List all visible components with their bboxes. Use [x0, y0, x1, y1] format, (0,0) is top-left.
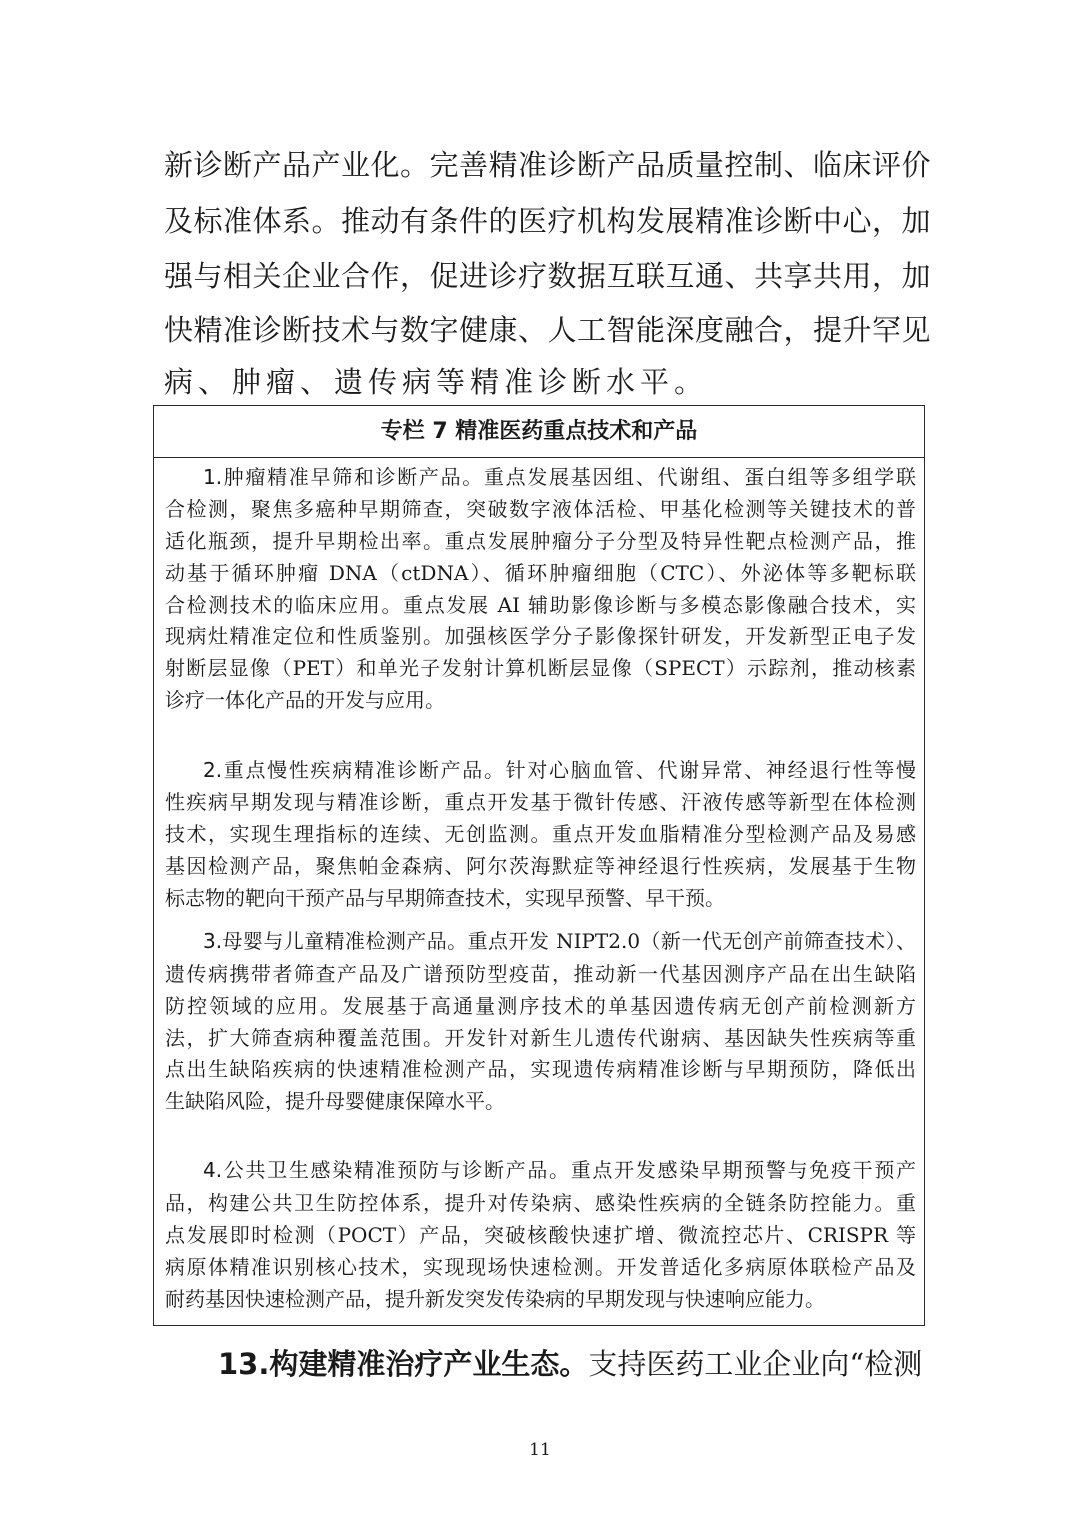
item-2-lead: 2.重点慢性疾病精准诊断产品。: [203, 758, 506, 782]
item-4-lead: 4.公共卫生感染精准预防与诊断产品。: [203, 1158, 571, 1182]
item-1-line: 射断层显像（PET）和单光子发射计算机断层显像（SPECT）示踪剂，推动核素: [165, 656, 916, 680]
item-3-first-line: [203, 926, 916, 957]
item-3-line: 法，扩大筛查病种覆盖范围。开发针对新生儿遗传代谢病、基因缺失性疾病等重: [165, 1026, 916, 1050]
item-3-line: 点出生缺陷疾病的快速精准检测产品，实现遗传病精准诊断与早期预防，降低出: [165, 1057, 916, 1081]
intro-line: 快精准诊断技术与数字健康、人工智能深度融合，提升罕见: [164, 313, 932, 347]
item-3-first-text: 重点开发 NIPT2.0（新一代无创产前筛查技术）、: [467, 929, 916, 953]
section-heading-bold: 13.构建精准治疗产业生态。: [218, 1347, 589, 1381]
page-number: 11: [529, 1440, 551, 1460]
item-2-line: 基因检测产品，聚焦帕金森病、阿尔茨海默症等神经退行性疾病，发展基于生物: [165, 854, 916, 878]
item-2-first-text: 针对心脑血管、代谢异常、神经退行性等慢: [505, 758, 916, 782]
column-box-title: 专栏 7 精准医药重点技术和产品: [154, 406, 924, 458]
item-3-line: 防控领域的应用。发展基于高通量测序技术的单基因遗传病无创产前检测新方: [165, 994, 916, 1018]
item-2-line: 技术，实现生理指标的连续、无创监测。重点开发血脂精准分型检测产品及易感: [165, 822, 916, 846]
item-1-line: 合检测，聚焦多癌种早期筛查，突破数字液体活检、甲基化检测等关键技术的普: [165, 497, 916, 521]
section-heading: [218, 1336, 923, 1392]
intro-line: 及标准体系。推动有条件的医疗机构发展精准诊断中心，加: [164, 204, 932, 238]
item-4-line: 病原体精准识别核心技术，实现现场快速检测。开发普适化多病原体联检产品及: [165, 1255, 916, 1279]
item-2-first-line: [203, 755, 916, 786]
item-1-line: 合检测技术的临床应用。重点发展 AI 辅助影像诊断与多模态影像融合技术，实: [165, 593, 916, 617]
item-1-first-line: [203, 462, 916, 493]
item-4-line: 耐药基因快速检测产品，提升新发突发传染病的早期发现与快速响应能力。: [165, 1287, 825, 1311]
intro-line: 强与相关企业合作，促进诊疗数据互联互通、共享共用，加: [164, 259, 932, 293]
item-2-line: 性疾病早期发现与精准诊断，重点开发基于微针传感、汗液传感等新型在体检测: [165, 790, 916, 814]
item-1-line: 动基于循环肿瘤 DNA（ctDNA）、循环肿瘤细胞（CTC）、外泌体等多靶标联: [165, 561, 916, 585]
item-3-line: 生缺陷风险，提升母婴健康保障水平。: [165, 1089, 505, 1113]
item-1-first-text: 重点发展基因组、代谢组、蛋白组等多组学联: [483, 465, 916, 489]
item-4-first-text: 重点开发感染早期预警与免疫干预产: [570, 1158, 917, 1182]
item-1-line: 适化瓶颈，提升早期检出率。重点发展肿瘤分子分型及特异性靶点检测产品，推: [165, 529, 916, 553]
item-3-lead: 3.母婴与儿童精准检测产品。: [203, 929, 468, 953]
item-4-first-line: [203, 1155, 916, 1186]
column-box: [153, 405, 925, 1326]
section-heading-rest: 支持医药工业企业向“检测: [588, 1347, 923, 1381]
item-1-lead: 1.肿瘤精准早筛和诊断产品。: [203, 465, 484, 489]
item-3-line: 遗传病携带者筛查产品及广谱预防型疫苗，推动新一代基因测序产品在出生缺陷: [165, 962, 916, 986]
item-1-line: 现病灶精准定位和性质鉴别。加强核医学分子影像探针研发，开发新型正电子发: [165, 624, 916, 648]
item-4-line: 点发展即时检测（POCT）产品，突破核酸快速扩增、微流控芯片、CRISPR 等: [165, 1223, 916, 1247]
intro-line: 病、肿瘤、遗传病等精准诊断水平。: [164, 365, 709, 399]
item-1-line: 诊疗一体化产品的开发与应用。: [165, 688, 445, 712]
item-2-line: 标志物的靶向干预产品与早期筛查技术，实现早预警、早干预。: [165, 886, 725, 910]
item-4-line: 品，构建公共卫生防控体系，提升对传染病、感染性疾病的全链条防控能力。重: [165, 1191, 916, 1215]
intro-line: 新诊断产品产业化。完善精准诊断产品质量控制、临床评价: [164, 148, 932, 182]
